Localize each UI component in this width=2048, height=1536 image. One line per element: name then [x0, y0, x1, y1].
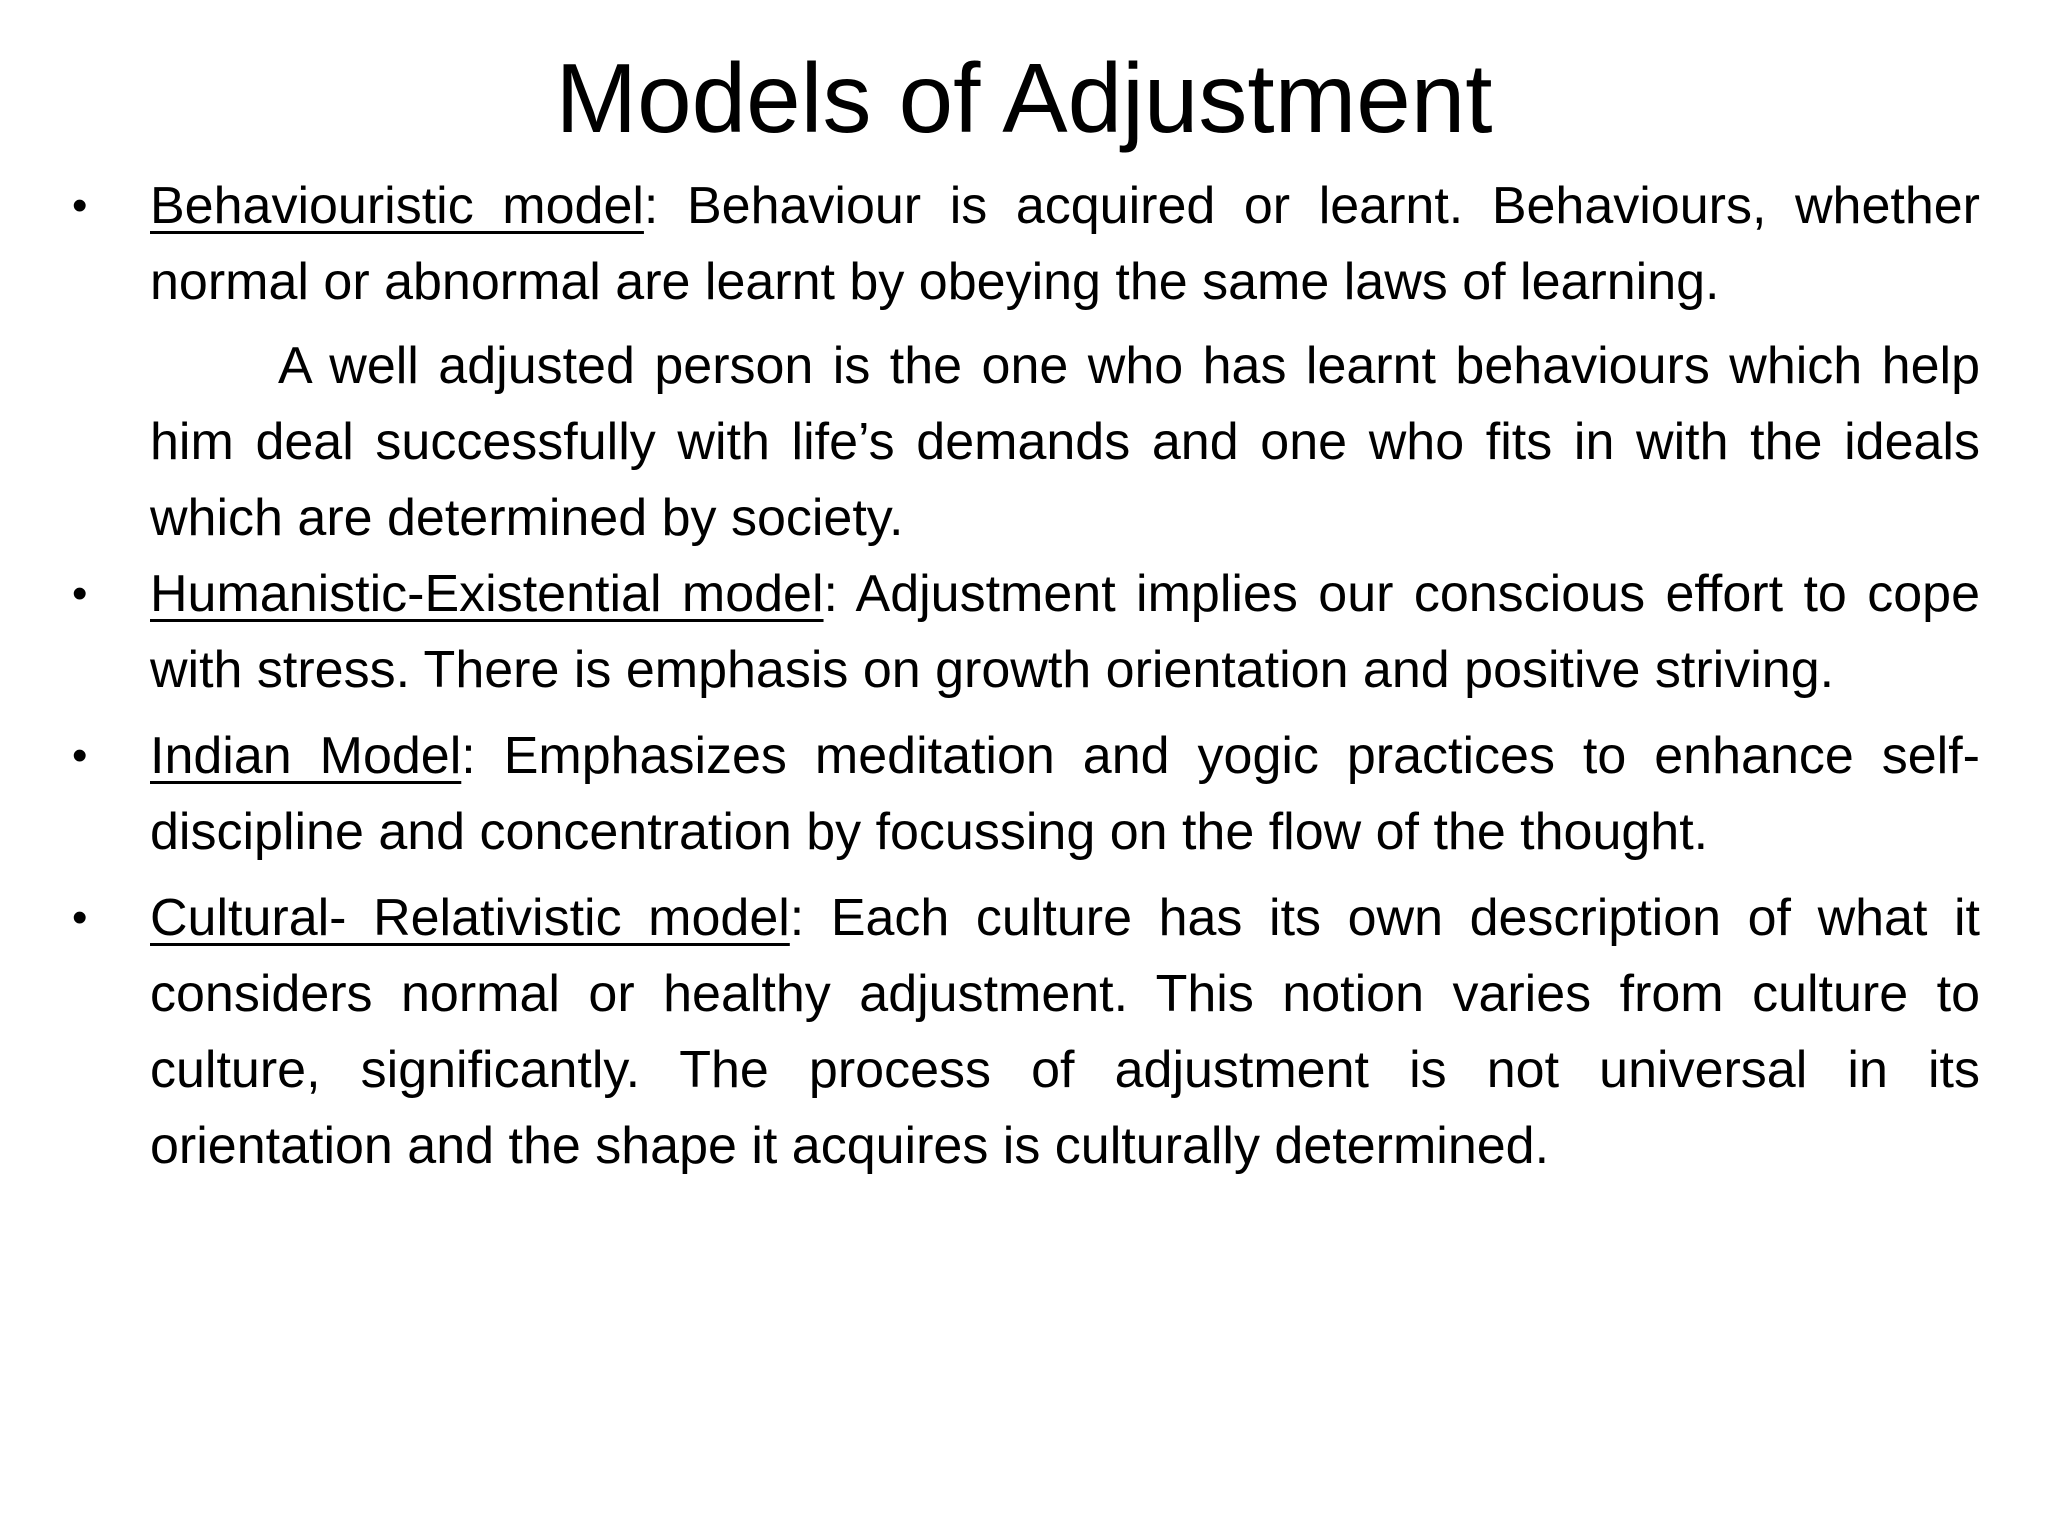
bullet-item-behaviouristic	[70, 168, 1980, 320]
term-cultural-relativistic-model: Cultural- Relativistic model	[150, 889, 790, 947]
description-behaviouristic: Behaviour is acquired or learnt. Behaviours, whether normal or abnormal are learnt by obeying the same laws of learning.	[150, 177, 1980, 311]
description-indian: Emphasizes meditation and yogic practices to enhance self-discipline and concentration by focussing on the flow of the thought.	[150, 727, 1980, 861]
bullet-icon: •	[72, 731, 88, 780]
term-humanistic-existential-model: Humanistic-Existential model	[150, 565, 824, 623]
paragraph-well-adjusted-text: A well adjusted person is the one who has learnt behaviours which help him deal successfully with life’s demands and one who fits in with the ideals which are determined by society.	[150, 337, 1980, 547]
bullet-item-indian	[70, 718, 1980, 870]
bullet-item-humanistic-existential	[70, 556, 1980, 708]
term-separator: :	[823, 565, 838, 623]
bullet-icon: •	[72, 181, 88, 230]
term-indian-model: Indian Model	[150, 727, 462, 785]
slide-title: Models of Adjustment	[555, 43, 1493, 153]
term-separator: :	[643, 177, 659, 235]
bullet-list	[70, 168, 1980, 1184]
bullet-icon: •	[72, 893, 88, 942]
description-humanistic-existential: Adjustment implies our conscious effort to cope with stress. There is emphasis on growth orientation and positive striving.	[150, 565, 1980, 699]
term-behaviouristic-model: Behaviouristic model	[150, 177, 644, 235]
bullet-icon: •	[72, 569, 88, 618]
bullet-item-cultural-relativistic	[70, 880, 1980, 1184]
term-separator: :	[789, 889, 805, 947]
description-cultural-relativistic: Each culture has its own description of what it considers normal or healthy adjustment. This notion varies from culture to culture, significantly. The process of adjustment is not universal in its orientation and the shape it acquires is culturally determined.	[150, 889, 1980, 1175]
term-separator: :	[461, 727, 476, 785]
paragraph-well-adjusted-person	[70, 328, 1980, 556]
